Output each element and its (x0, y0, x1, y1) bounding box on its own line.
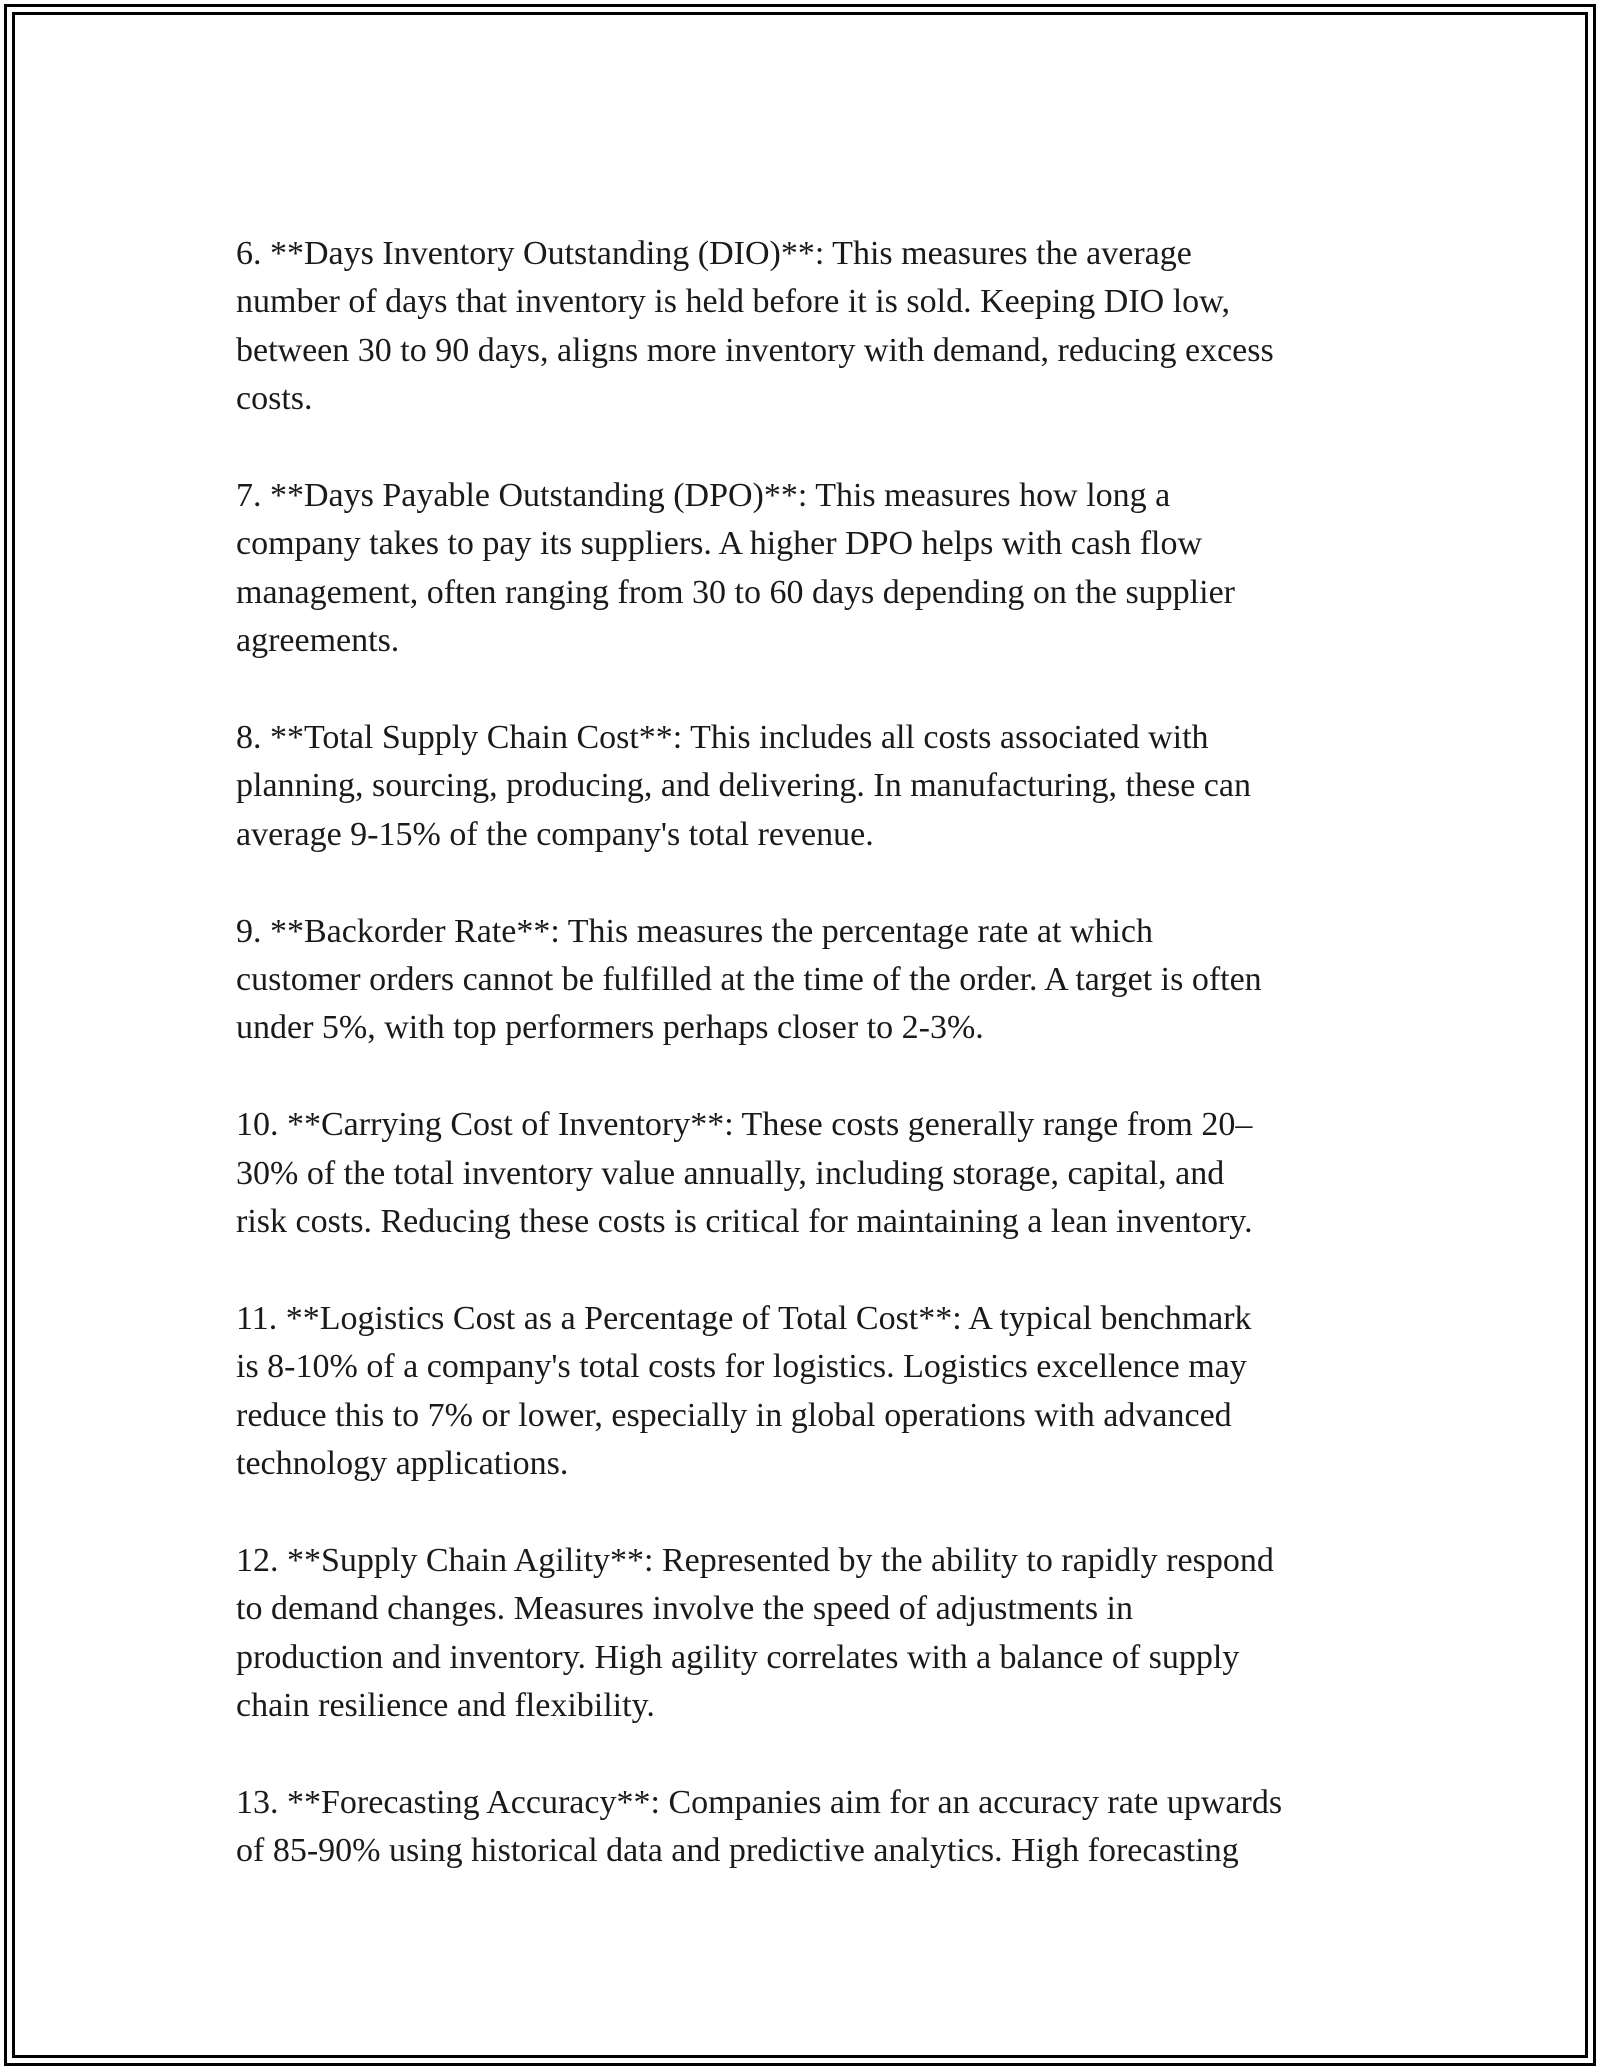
text-line: agreements. (236, 622, 400, 660)
text-line: under 5%, with top performers perhaps closer to 2-3%. (236, 1009, 984, 1047)
text-line: between 30 to 90 days, aligns more inventory with demand, reducing excess (236, 331, 1274, 369)
text-line: 7. **Days Payable Outstanding (DPO)**: This measures how long a (236, 477, 1171, 515)
text-line: costs. (236, 380, 313, 418)
text-line: number of days that inventory is held before it is sold. Keeping DIO low, (236, 283, 1230, 321)
text-line: average 9-15% of the company's total revenue. (236, 815, 874, 853)
text-line: 6. **Days Inventory Outstanding (DIO)**: This measures the average (236, 235, 1192, 272)
kpi-item-forecasting-accuracy (236, 1779, 1376, 1876)
text-line: management, often ranging from 30 to 60 days depending on the supplier (236, 573, 1235, 611)
text-line: company takes to pay its suppliers. A higher DPO helps with cash flow (236, 525, 1203, 563)
kpi-item-supply-chain-agility (236, 1537, 1376, 1731)
text-line: production and inventory. High agility correlates with a balance of supply (236, 1638, 1240, 1676)
text-line: 11. **Logistics Cost as a Percentage of Total Cost**: A typical benchmark (236, 1299, 1252, 1337)
text-line: to demand changes. Measures involve the speed of adjustments in (236, 1590, 1133, 1628)
text-line: 10. **Carrying Cost of Inventory**: These costs generally range from 20– (236, 1106, 1253, 1144)
text-line: technology applications. (236, 1445, 569, 1483)
text-line: chain resilience and flexibility. (236, 1687, 655, 1725)
text-line: 12. **Supply Chain Agility**: Represented by the ability to rapidly respond (236, 1541, 1274, 1579)
kpi-item-dpo (236, 472, 1376, 666)
kpi-item-logistics-cost (236, 1295, 1376, 1489)
text-line: of 85-90% using historical data and predictive analytics. High forecasting (236, 1832, 1239, 1870)
text-line: customer orders cannot be fulfilled at the time of the order. A target is often (236, 961, 1262, 999)
kpi-item-dio (236, 230, 1376, 424)
text-line: 9. **Backorder Rate**: This measures the percentage rate at which (236, 912, 1154, 950)
kpi-item-carrying-cost (236, 1101, 1376, 1246)
text-line: risk costs. Reducing these costs is critical for maintaining a lean inventory. (236, 1203, 1253, 1241)
text-line: is 8-10% of a company's total costs for logistics. Logistics excellence may (236, 1348, 1247, 1386)
text-line: reduce this to 7% or lower, especially in global operations with advanced (236, 1396, 1232, 1434)
text-line: 13. **Forecasting Accuracy**: Companies aim for an accuracy rate upwards (236, 1783, 1283, 1821)
text-line: planning, sourcing, producing, and delivering. In manufacturing, these can (236, 767, 1251, 805)
document-body (236, 230, 1376, 1876)
text-line: 8. **Total Supply Chain Cost**: This includes all costs associated with (236, 719, 1209, 757)
kpi-item-backorder-rate (236, 908, 1376, 1053)
text-line: 30% of the total inventory value annually, including storage, capital, and (236, 1154, 1225, 1192)
kpi-item-total-supply-chain-cost (236, 714, 1376, 859)
